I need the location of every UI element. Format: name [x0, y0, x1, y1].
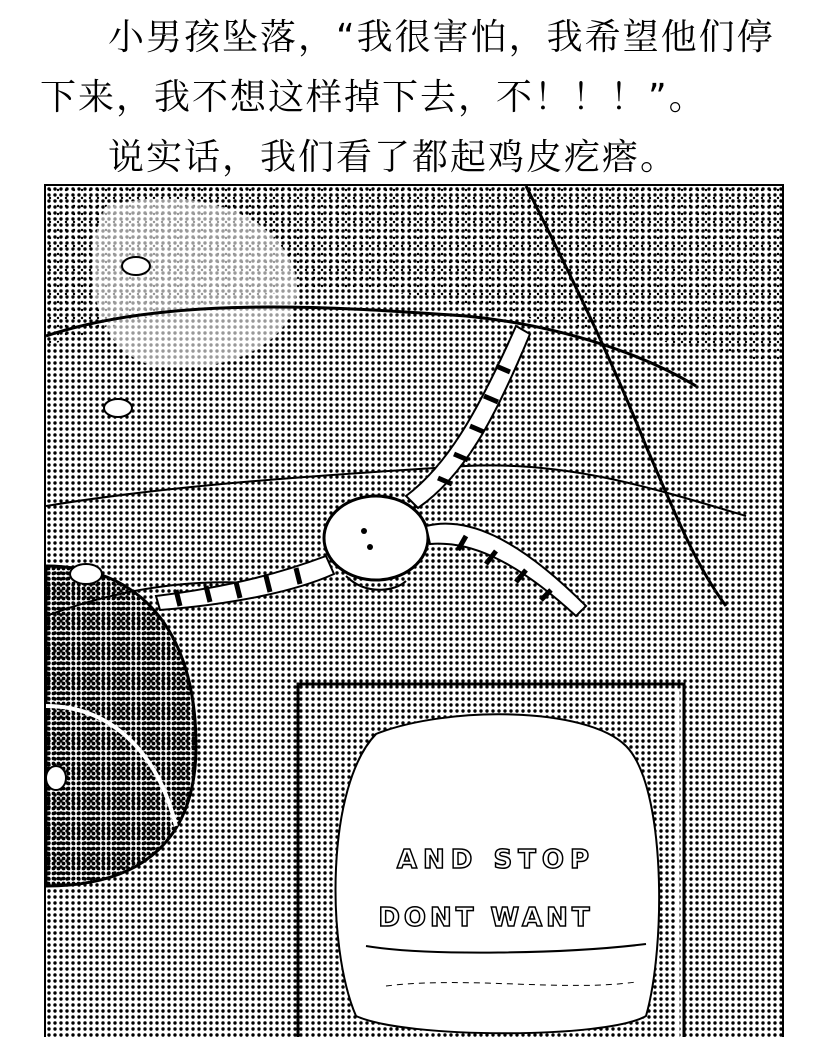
drawing-photo: [44, 184, 784, 1037]
article-text: [40, 8, 800, 188]
paragraph-2: 说实话，我们看了都起鸡皮疙瘩。: [108, 137, 679, 178]
stone-text-line-2: DONT WANT: [378, 903, 594, 933]
paragraph-1: 小男孩坠落，“我很害怕，我希望他们停下来，我不想这样掉下去，不！！！”。: [40, 17, 775, 118]
stone-text-line-1: AND STOP: [396, 845, 596, 875]
